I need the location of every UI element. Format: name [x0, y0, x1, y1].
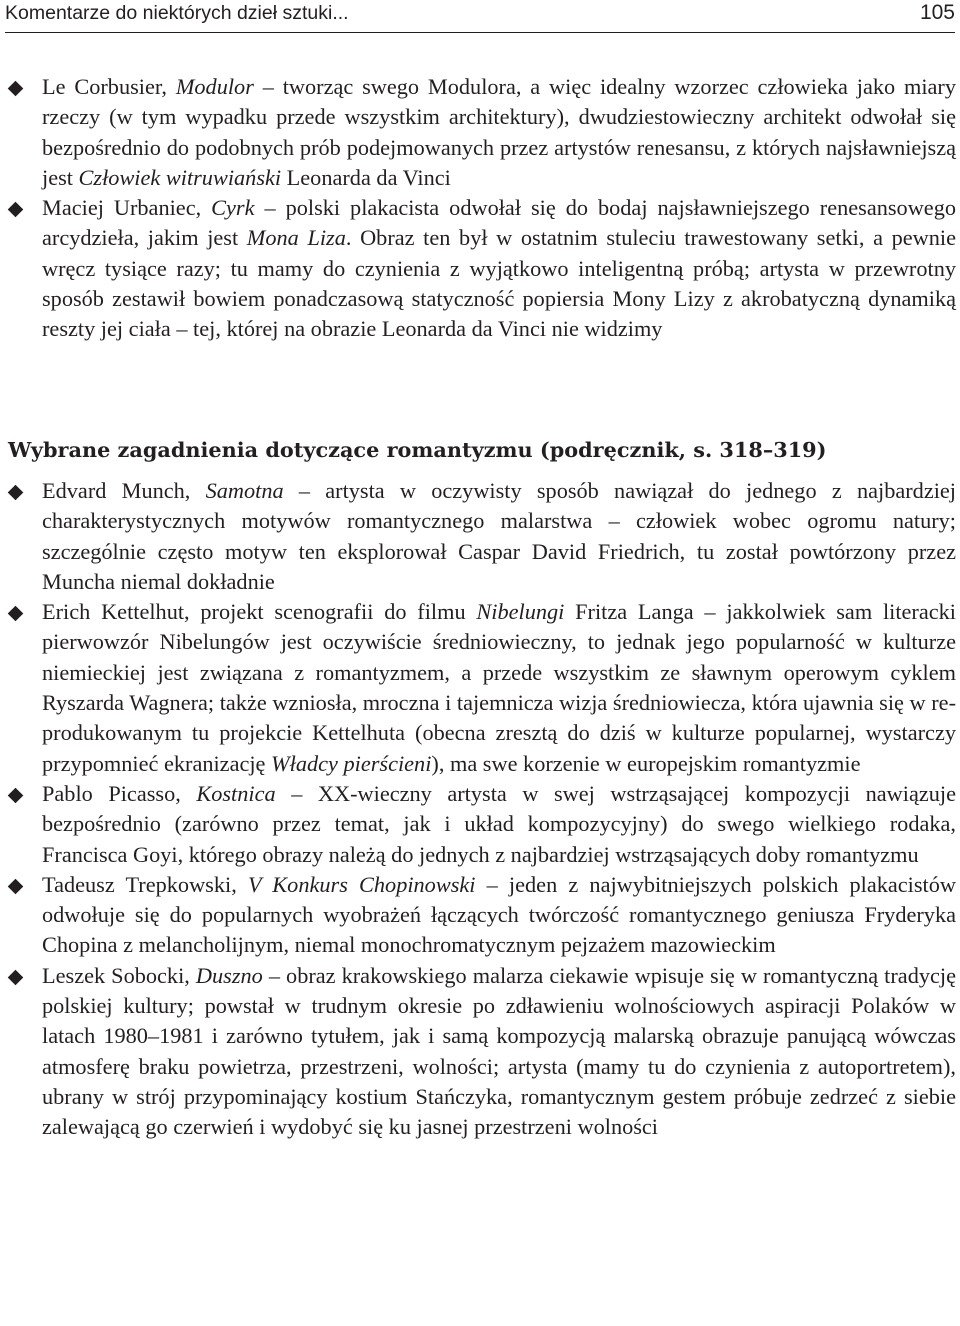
- list-item: [8, 597, 956, 779]
- item-text: Le Corbusier, Modulor – tworząc swego Modulora, a więc idealny wzorzec człowieka jako miary rzeczy (w tym wypadku przede wszystkim architektury), dwudziestowieczny architekt odwołał się bezpośrednio do podobnych prób podejmowanych przez artystów renesansu, z których najsławniejszą jest Człowiek witruwiański Leonarda da Vinci: [42, 74, 956, 190]
- diamond-bullet-icon: [8, 606, 24, 622]
- item-text: Pablo Picasso, Kostnica – XX-wieczny artysta w swej wstrząsającej kompozycji nawiązuje bezpośrednio (zarówno przez temat, jak i układ kompozycyjny) do swego wielkiego rodaka, Francisca Goyi, którego obrazy należą do jednych z najbardziej wstrząsających doby romantyzmu: [42, 780, 956, 867]
- renaissance-bullet-list: [8, 72, 956, 345]
- diamond-bullet-icon: [8, 969, 24, 985]
- running-title: Komentarze do niektórych dzieł sztuki...: [5, 2, 349, 24]
- item-text: Maciej Urbaniec, Cyrk – polski plakacista odwołał się do bodaj najsławniejszego renesansowego arcydzieła, jakim jest Mona Liza. Obraz ten był w ostatnim stuleciu trawestowany setki, a pewnie wręcz tysiące razy; tu mamy do czynienia z wyjątkowo inteligentną próbą; artysta w przewrotny sposób zestawił bowiem ponadczasową statyczność popiersia Mony Lizy z akrobatyczną dynamiką reszty jej ciała – tej, której na obrazie Leonarda da Vinci nie widzimy: [42, 195, 956, 342]
- diamond-bullet-icon: [8, 788, 24, 804]
- item-text: Erich Kettelhut, projekt scenografii do filmu Nibelungi Fritza Langa – jakkolwiek sam literacki pierwowzór Nibelungów jest oczywiście średniowieczny, to jednak jego popularność w kulturze niemieckiej jest związana z romantyzmem, a przede wszystkim ze sławnym operowym cyklem Ryszarda Wagnera; także wzniosła, mroczna i tajemnicza wizja średniowiecza, która ujawnia się w reprodukowanym tu projekcie Kettelhuta (obecna zresztą do dziś w kulturze popularnej, wystarczy przypomnieć ekranizację Władcy pierścieni), ma swe korzenie w europejskim romantyzmie: [42, 599, 956, 776]
- diamond-bullet-icon: [8, 202, 24, 218]
- running-header: [5, 0, 955, 33]
- list-item: [8, 72, 956, 193]
- diamond-bullet-icon: [8, 879, 24, 895]
- list-item: [8, 476, 956, 597]
- list-item: [8, 193, 956, 344]
- list-item: [8, 779, 956, 870]
- romanticism-bullet-list: [8, 476, 956, 1143]
- page-number: 105: [919, 1, 955, 24]
- list-item: [8, 961, 956, 1143]
- item-text: Edvard Munch, Samotna – artysta w oczywisty sposób nawiązał do jednego z najbardziej charakterystycznych motywów romantycznego malarstwa – człowiek wobec ogromu natury; szczególnie często motyw ten eksplorował Caspar David Friedrich, tu został powtórzony przez Muncha niemal dokładnie: [42, 478, 956, 594]
- diamond-bullet-icon: [8, 485, 24, 501]
- item-text: Tadeusz Trepkowski, V Konkurs Chopinowski – jeden z najwybitniejszych polskich plakacistów odwołuje się do popularnych wyobrażeń łączących twórczość romantycznego geniusza Fryderyka Chopina z melancholijnym, niemal monochromatycznym pejzażem mazowieckim: [42, 871, 957, 958]
- section-heading: Wybrane zagadnienia dotyczące romantyzmu (podręcznik, s. 318–319): [8, 437, 827, 462]
- list-item: [8, 870, 956, 961]
- item-text: Leszek Sobocki, Duszno – obraz krakowskiego malarza ciekawie wpisuje się w romantyczną tradycję polskiej kultury; powstał w trudnym okresie po zdławieniu wolnościowych aspiracji Polaków w latach 1980–1981 i zarówno tytułem, jak i samą kompozycją malarską obrazuje panującą wówczas atmosferę braku powietrza, przestrzeni, wolności; artysta (mamy tu do czynienia z autoportretem), ubrany w strój przypominający kostium Stańczyka, romantycznym gestem próbuje zedrzeć z siebie zalewającą go czerwień i wydobyć się ku jasnej przestrzeni wolności: [42, 962, 956, 1140]
- diamond-bullet-icon: [8, 81, 24, 97]
